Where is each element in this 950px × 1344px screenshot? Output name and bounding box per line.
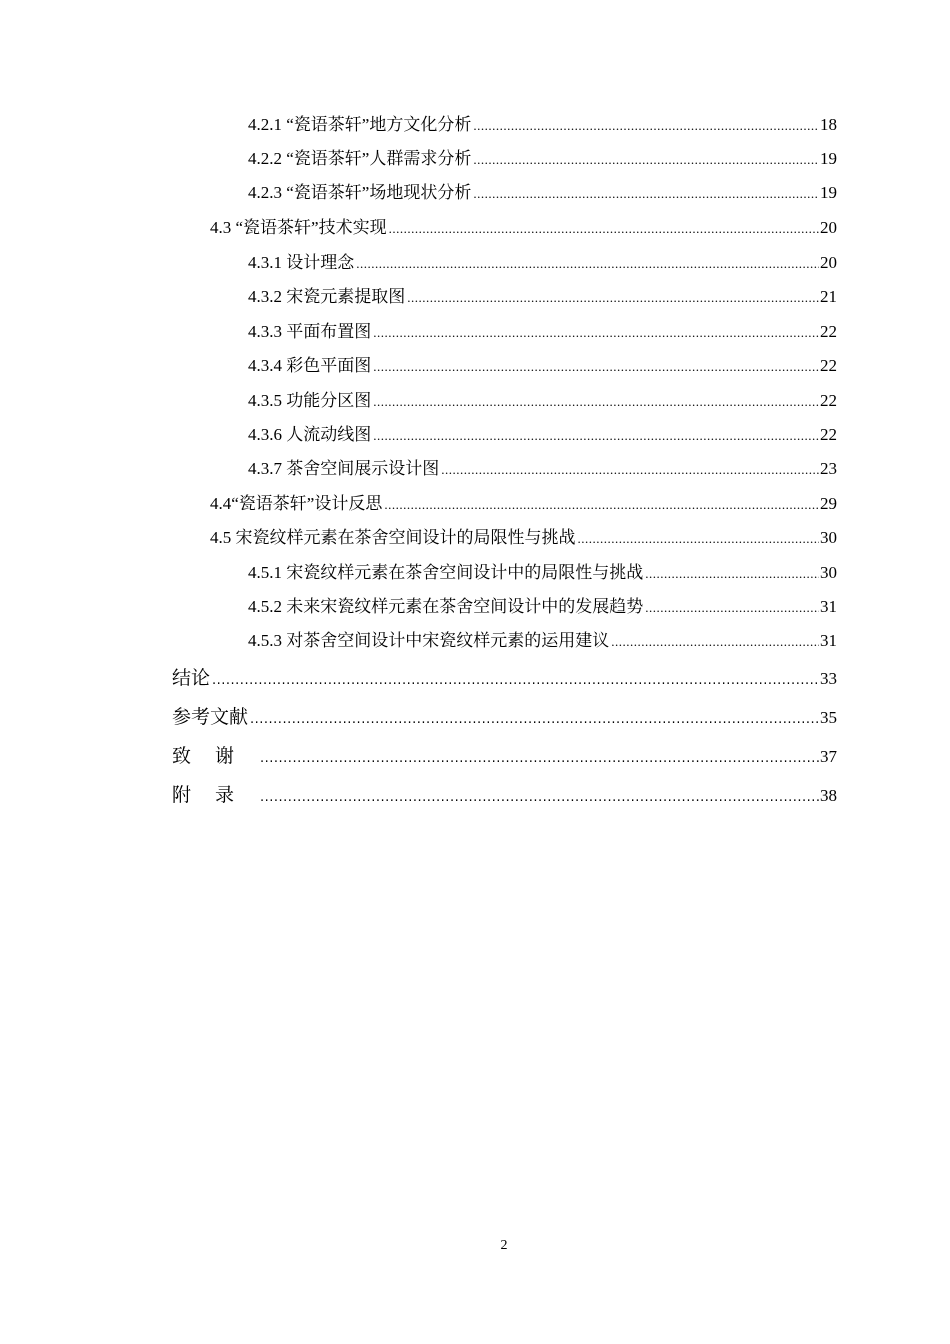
toc-dot-leader	[645, 597, 819, 619]
toc-page-number: 31	[820, 631, 837, 650]
toc-page-number: 21	[820, 287, 837, 306]
toc-title: 致谢	[172, 745, 259, 767]
toc-entry-4-5[interactable]	[210, 527, 837, 550]
toc-page-number: 30	[820, 528, 837, 547]
toc-entry-conclusion[interactable]	[172, 666, 837, 693]
toc-title: 4.2.2 “瓷语茶轩”人群需求分析	[248, 149, 472, 168]
toc-title: 4.3.2 宋瓷元素提取图	[248, 287, 406, 306]
toc-entry-4-3-4[interactable]	[248, 355, 837, 378]
toc-title: 4.5.3 对茶舍空间设计中宋瓷纹样元素的运用建议	[248, 631, 610, 650]
toc-dot-leader	[373, 356, 819, 378]
toc-title: 4.3.5 功能分区图	[248, 391, 372, 410]
toc-entry-4-3-1[interactable]	[248, 252, 837, 275]
toc-dot-leader	[384, 494, 819, 516]
toc-dot-leader	[441, 459, 819, 481]
footer-page-number: 2	[500, 1238, 508, 1253]
toc-entry-4-3-7[interactable]	[248, 458, 837, 481]
toc-page-number: 29	[820, 494, 837, 513]
toc-entry-4-3-3[interactable]	[248, 321, 837, 344]
toc-title: 4.3.3 平面布置图	[248, 322, 372, 341]
toc-dot-leader	[212, 669, 819, 693]
toc-page-number: 19	[820, 183, 837, 202]
toc-page-number: 23	[820, 459, 837, 478]
toc-entry-4-3-6[interactable]	[248, 424, 837, 447]
toc-dot-leader	[473, 115, 819, 137]
toc-entry-4-2-3[interactable]	[248, 182, 837, 205]
toc-entry-4-5-3[interactable]	[248, 630, 837, 653]
toc-page-number: 20	[820, 253, 837, 272]
toc-title: 4.5.1 宋瓷纹样元素在茶舍空间设计中的局限性与挑战	[248, 563, 644, 582]
toc-dot-leader	[389, 218, 819, 240]
toc-entry-appendix[interactable]	[172, 783, 837, 810]
toc-dot-leader	[473, 183, 819, 205]
toc-entry-acknowledgements[interactable]	[172, 744, 837, 771]
toc-dot-leader	[611, 631, 819, 653]
toc-page-number: 22	[820, 425, 837, 444]
toc-dot-leader	[260, 786, 819, 810]
toc-page-number: 31	[820, 597, 837, 616]
toc-title: 参考文献	[172, 706, 249, 728]
toc-page-number: 18	[820, 115, 837, 134]
toc-title: 4.3.6 人流动线图	[248, 425, 372, 444]
toc-title: 4.5.2 未来宋瓷纹样元素在茶舍空间设计中的发展趋势	[248, 597, 644, 616]
toc-dot-leader	[373, 391, 819, 413]
toc-title: 4.3.7 茶舍空间展示设计图	[248, 459, 440, 478]
toc-page-number: 22	[820, 322, 837, 341]
toc-title: 结论	[172, 667, 211, 689]
toc-page-number: 30	[820, 563, 837, 582]
toc-dot-leader	[473, 149, 819, 171]
toc-entry-references[interactable]	[172, 705, 837, 732]
toc-entry-4-2-1[interactable]	[248, 114, 837, 137]
toc-entry-4-3-2[interactable]	[248, 286, 837, 309]
toc-title: 4.3 “瓷语茶轩”技术实现	[210, 218, 387, 237]
toc-entry-4-5-1[interactable]	[248, 562, 837, 585]
toc-page-number: 38	[820, 786, 837, 805]
toc-dot-leader	[407, 287, 819, 309]
toc-entry-4-5-2[interactable]	[248, 596, 837, 619]
toc-entry-4-3-5[interactable]	[248, 390, 837, 413]
toc-page-number: 19	[820, 149, 837, 168]
toc-entry-4-4[interactable]	[210, 493, 837, 516]
toc-title: 附录	[172, 784, 259, 806]
toc-page-number: 22	[820, 391, 837, 410]
toc-dot-leader	[356, 253, 819, 275]
toc-dot-leader	[250, 708, 819, 732]
toc-title: 4.3.1 设计理念	[248, 253, 355, 272]
toc-page-number: 35	[820, 708, 837, 727]
toc-title: 4.2.1 “瓷语茶轩”地方文化分析	[248, 115, 472, 134]
toc-dot-leader	[260, 747, 819, 771]
toc-page-number: 20	[820, 218, 837, 237]
toc-dot-leader	[578, 528, 820, 550]
toc-dot-leader	[373, 425, 819, 447]
toc-title: 4.5 宋瓷纹样元素在茶舍空间设计的局限性与挑战	[210, 528, 576, 547]
toc-page-number: 22	[820, 356, 837, 375]
toc-dot-leader	[373, 322, 819, 344]
toc-entry-4-3[interactable]	[210, 217, 837, 240]
toc-title: 4.3.4 彩色平面图	[248, 356, 372, 375]
toc-page-number: 37	[820, 747, 837, 766]
toc-title: 4.2.3 “瓷语茶轩”场地现状分析	[248, 183, 472, 202]
toc-title: 4.4“瓷语茶轩”设计反思	[210, 494, 383, 513]
toc-entry-4-2-2[interactable]	[248, 148, 837, 171]
toc-page-number: 33	[820, 669, 837, 688]
toc-dot-leader	[645, 563, 819, 585]
